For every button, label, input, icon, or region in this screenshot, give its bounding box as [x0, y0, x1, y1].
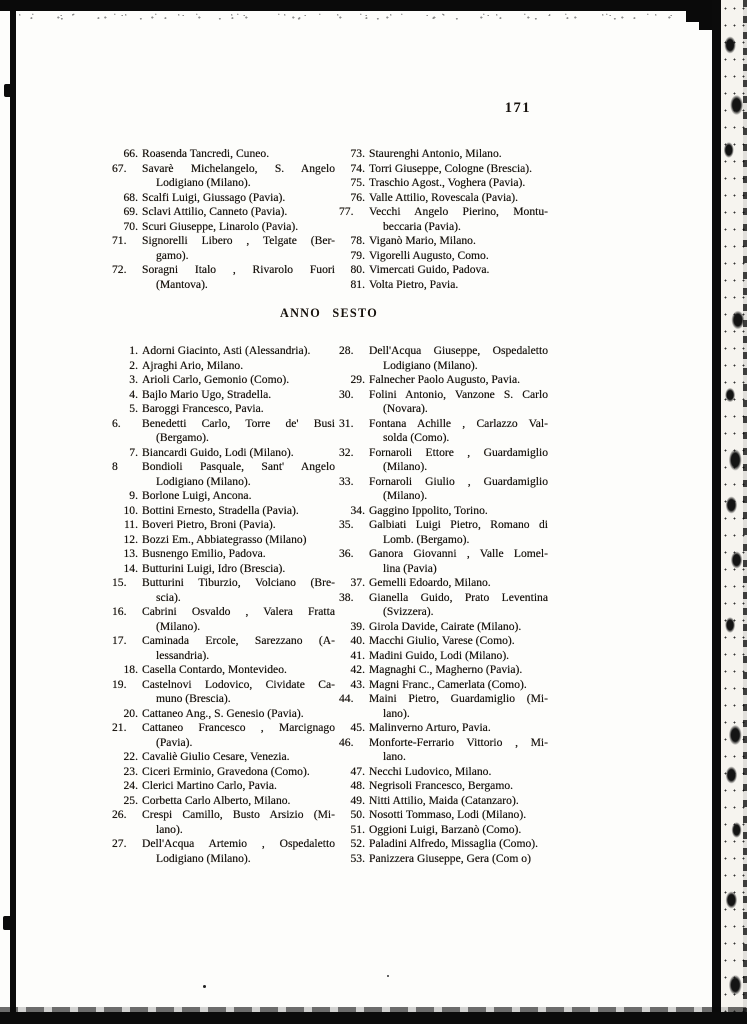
directory-entry — [112, 402, 335, 417]
entry-line: Lomb. (Bergamo). — [383, 532, 470, 546]
entry-number: 26. — [112, 808, 127, 821]
directory-entry — [112, 417, 335, 446]
directory-entry — [339, 475, 548, 504]
section-heading: ANNO SESTO — [279, 306, 378, 320]
directory-entry — [112, 446, 335, 461]
entry-line: lina (Pavia) — [383, 561, 437, 575]
entry-number: 19. — [112, 677, 127, 691]
entry-number: 76. — [350, 190, 365, 204]
directory-entry — [339, 736, 548, 765]
entry-number: 79. — [350, 248, 365, 262]
entry-number: 25. — [123, 793, 138, 807]
entry-line: 50. Nosotti Tommaso, Lodi (Milano). — [339, 808, 548, 823]
entry-number: 70. — [123, 219, 138, 233]
directory-entry — [339, 576, 548, 591]
entry-line: 42. Magnaghi C., Magherno (Pavia). — [339, 663, 548, 678]
entry-line: 9. Borlone Luigi, Ancona. — [112, 489, 335, 504]
entry-line: (Milano). — [383, 489, 428, 502]
entry-line: 68. Scalfi Luigi, Giussago (Pavia). — [112, 191, 335, 206]
entry-number: 16. — [112, 605, 127, 618]
entry-number: 15. — [112, 576, 127, 589]
directory-entry — [112, 504, 335, 519]
entry-number: 12. — [123, 532, 138, 546]
entry-line: 6. Benedetti Carlo, Torre de' Busi — [112, 416, 335, 430]
entry-line: 35. Galbiati Luigi Pietro, Romano di — [339, 518, 548, 531]
entry-line: 15. Butturini Tiburzio, Volciano (Bre- — [112, 576, 335, 589]
directory-entry — [112, 707, 335, 722]
entry-line: 27. Dell'Acqua Artemio , Ospedaletto — [112, 837, 335, 850]
entry-number: 3. — [129, 373, 138, 386]
directory-entry — [339, 176, 548, 191]
entry-number: 44. — [339, 692, 354, 705]
entry-line: (Bergamo). — [156, 431, 209, 444]
directory-entry — [339, 794, 548, 809]
directory-entry — [112, 373, 335, 388]
entry-number: 33. — [339, 474, 354, 488]
directory-entry — [112, 808, 335, 837]
entry-line: (Pavia). — [156, 735, 193, 749]
list-column-right — [339, 344, 548, 866]
entry-number: 43. — [350, 677, 365, 691]
entry-line: 38. Gianella Guido, Prato Leventina — [339, 590, 548, 604]
entry-number: 4. — [129, 387, 138, 401]
directory-entry — [112, 205, 335, 220]
entry-number: 20. — [123, 706, 138, 720]
entry-line: 48. Negrisoli Francesco, Bergamo. — [339, 779, 548, 794]
directory-entry — [339, 417, 548, 446]
directory-entry — [339, 837, 548, 852]
entry-number: 10. — [123, 503, 138, 517]
entry-line: 13. Busnengo Emilio, Padova. — [112, 547, 335, 562]
entry-line: 18. Casella Contardo, Montevideo. — [112, 663, 335, 678]
entry-line: 79. Vigorelli Augusto, Como. — [339, 249, 548, 264]
directory-entry — [112, 605, 335, 634]
directory-entry — [112, 794, 335, 809]
entry-line: 40. Macchi Giulio, Varese (Como). — [339, 634, 548, 649]
entry-line: 67. Savarè Michelangelo, S. Angelo — [112, 161, 335, 175]
entry-line: 44. Maini Pietro, Guardamiglio (Mi- — [339, 692, 548, 705]
entry-line: 3. Arioli Carlo, Gemonio (Como). — [112, 373, 335, 388]
entry-number: 34. — [350, 503, 365, 517]
entry-number: 39. — [350, 619, 365, 633]
entry-line: 51. Oggioni Luigi, Barzanò (Como). — [339, 823, 548, 838]
entry-number: 49. — [350, 793, 365, 807]
entry-line: (Milano). — [383, 460, 428, 473]
entry-line: Lodigiano (Milano). — [156, 176, 251, 189]
directory-entry — [339, 205, 548, 234]
member-list-anno-sesto — [112, 344, 548, 866]
entry-line: (Svizzera). — [383, 605, 434, 618]
directory-entry — [339, 678, 548, 693]
entry-number: 30. — [339, 387, 354, 401]
entry-line: solda (Como). — [383, 431, 450, 444]
entry-line: 66. Roasenda Tancredi, Cuneo. — [112, 147, 335, 162]
entry-number: 48. — [350, 779, 365, 792]
entry-line: 20. Cattaneo Ang., S. Genesio (Pavia). — [112, 707, 335, 722]
directory-entry — [339, 162, 548, 177]
directory-entry — [339, 852, 548, 867]
directory-entry — [339, 234, 548, 249]
entry-line: 25. Corbetta Carlo Alberto, Milano. — [112, 794, 335, 809]
entry-line: Lodigiano (Milano). — [383, 358, 478, 372]
entry-line: 74. Torri Giuseppe, Cologne (Brescia). — [339, 162, 548, 177]
entry-line: 29. Falnecher Paolo Augusto, Pavia. — [339, 373, 548, 388]
entry-line: 23. Ciceri Erminio, Gravedona (Como). — [112, 765, 335, 780]
entry-number: 5. — [129, 402, 138, 415]
scan-top-border — [0, 0, 747, 11]
entry-line: 47. Necchi Ludovico, Milano. — [339, 765, 548, 780]
entry-line: 33. Fornaroli Giulio , Guardamiglio — [339, 474, 548, 488]
entry-line: Lodigiano (Milano). — [156, 851, 251, 865]
member-list-previous-year — [112, 147, 548, 292]
entry-number: 40. — [350, 634, 365, 647]
entry-line: 34. Gaggino Ippolito, Torino. — [339, 504, 548, 519]
entry-number: 47. — [350, 764, 365, 778]
entry-number: 42. — [350, 663, 365, 676]
directory-entry — [112, 489, 335, 504]
directory-entry — [112, 663, 335, 678]
scan-left-ink-blot-2 — [3, 916, 12, 930]
entry-line: 52. Paladini Alfredo, Missaglia (Como). — [339, 837, 548, 852]
entry-number: 74. — [350, 161, 365, 175]
entry-number: 9. — [129, 489, 138, 502]
entry-number: 29. — [350, 373, 365, 386]
entry-line: (Mantova). — [156, 277, 208, 291]
entry-line: 36. Ganora Giovanni , Valle Lomel- — [339, 547, 548, 560]
entry-number: 14. — [123, 561, 138, 575]
entry-number: 51. — [350, 822, 365, 836]
directory-entry — [112, 721, 335, 750]
entry-line: scia). — [156, 590, 181, 604]
entry-number: 28. — [339, 344, 354, 357]
directory-entry — [339, 446, 548, 475]
entry-number: 73. — [350, 147, 365, 160]
entry-number: 2. — [129, 358, 138, 372]
directory-entry — [339, 373, 548, 388]
directory-entry — [112, 388, 335, 403]
entry-line: 76. Valle Attilio, Rovescala (Pavia). — [339, 191, 548, 206]
directory-entry — [112, 547, 335, 562]
entry-number: 21. — [112, 721, 127, 734]
entry-number: 78. — [350, 234, 365, 247]
scan-bottom-border — [0, 1012, 747, 1024]
entry-number: 66. — [123, 147, 138, 160]
entry-line: (Milano). — [156, 619, 201, 633]
entry-line: 17. Caminada Ercole, Sarezzano (A- — [112, 634, 335, 647]
entry-number: 35. — [339, 518, 354, 531]
entry-line: 49. Nitti Attilio, Maida (Catanzaro). — [339, 794, 548, 809]
scan-left-ink-blot — [4, 84, 12, 97]
entry-number: 41. — [350, 648, 365, 662]
entry-number: 24. — [123, 779, 138, 792]
entry-line: 81. Volta Pietro, Pavia. — [339, 278, 548, 293]
entry-line: 10. Bottini Ernesto, Stradella (Pavia). — [112, 504, 335, 519]
entry-line: 46. Monforte-Ferrario Vittorio , Mi- — [339, 735, 548, 749]
directory-entry — [339, 388, 548, 417]
entry-number: 7. — [129, 445, 138, 459]
entry-line: lessandria). — [156, 648, 210, 662]
directory-entry — [339, 663, 548, 678]
directory-entry — [339, 344, 548, 373]
directory-entry — [112, 460, 335, 489]
entry-line: 71. Signorelli Libero , Telgate (Ber- — [112, 234, 335, 247]
directory-entry — [112, 562, 335, 577]
directory-entry — [339, 504, 548, 519]
entry-line: 16. Cabrini Osvaldo , Valera Fratta — [112, 605, 335, 618]
directory-entry — [112, 533, 335, 548]
entry-line: 78. Viganò Mario, Milano. — [339, 234, 548, 249]
directory-entry — [339, 721, 548, 736]
directory-entry — [112, 779, 335, 794]
entry-line: gamo). — [156, 248, 189, 262]
directory-entry — [112, 191, 335, 206]
entry-line: 45. Malinverno Arturo, Pavia. — [339, 721, 548, 736]
entry-line: 77. Vecchi Angelo Pierino, Montu- — [339, 205, 548, 218]
entry-number: 53. — [350, 851, 365, 865]
entry-line: 19. Castelnovi Lodovico, Cividate Ca- — [112, 677, 335, 691]
directory-entry — [339, 547, 548, 576]
entry-number: 52. — [350, 837, 365, 850]
entry-line: 5. Baroggi Francesco, Pavia. — [112, 402, 335, 417]
entry-number: 31. — [339, 416, 354, 430]
entry-number: 50. — [350, 808, 365, 821]
entry-line: 53. Panizzera Giuseppe, Gera (Com o) — [339, 852, 548, 867]
entry-line: beccaria (Pavia). — [383, 219, 461, 233]
list-column-left — [112, 147, 335, 292]
directory-entry — [339, 692, 548, 721]
scan-left-border-line — [10, 11, 16, 1024]
entry-line: 11. Boveri Pietro, Broni (Pavia). — [112, 518, 335, 533]
entry-line: 22. Cavaliè Giulio Cesare, Venezia. — [112, 750, 335, 765]
entry-number: 1. — [129, 344, 138, 357]
directory-entry — [339, 191, 548, 206]
entry-line: 72. Soragni Italo , Rivarolo Fuori — [112, 263, 335, 276]
page-number: 171 — [504, 100, 531, 116]
scan-right-border-line — [712, 0, 721, 1024]
entry-line: 69. Sclavi Attilio, Canneto (Pavia). — [112, 205, 335, 220]
list-column-right — [339, 147, 548, 292]
entry-line: 31. Fontana Achille , Carlazzo Val- — [339, 416, 548, 430]
entry-line: 41. Madini Guido, Lodi (Milano). — [339, 649, 548, 664]
entry-number: 32. — [339, 445, 354, 459]
directory-entry — [112, 234, 335, 263]
entry-line: 30. Folini Antonio, Vanzone S. Carlo — [339, 387, 548, 401]
entry-line: 14. Butturini Luigi, Idro (Brescia). — [112, 562, 335, 577]
entry-number: 77. — [339, 205, 354, 218]
directory-entry — [112, 359, 335, 374]
entry-number: 75. — [350, 176, 365, 189]
entry-line: 2. Ajraghi Ario, Milano. — [112, 359, 335, 374]
scan-right-edge-fringe — [743, 0, 747, 1024]
entry-line: 4. Bajlo Mario Ugo, Stradella. — [112, 388, 335, 403]
entry-number: 17. — [112, 634, 127, 647]
directory-entry — [339, 620, 548, 635]
entry-line: muno (Brescia). — [156, 692, 231, 705]
entry-number: 80. — [350, 263, 365, 276]
directory-entry — [112, 678, 335, 707]
directory-entry — [339, 147, 548, 162]
entry-line: 21. Cattaneo Francesco , Marcignago — [112, 721, 335, 734]
entry-line: 43. Magni Franc., Camerlata (Como). — [339, 678, 548, 693]
ink-speck — [387, 975, 389, 977]
entry-number: 45. — [350, 721, 365, 734]
entry-line: 73. Staurenghi Antonio, Milano. — [339, 147, 548, 162]
entry-line: 7. Biancardi Guido, Lodi (Milano). — [112, 446, 335, 461]
directory-entry — [339, 649, 548, 664]
entry-line: 26. Crespi Camillo, Busto Arsizio (Mi- — [112, 808, 335, 821]
entry-number: 72. — [112, 263, 127, 276]
entry-line: 1. Adorni Giacinto, Asti (Alessandria). — [112, 344, 335, 359]
directory-entry — [339, 823, 548, 838]
entry-line: 80. Vimercati Guido, Padova. — [339, 263, 548, 278]
list-column-left — [112, 344, 335, 866]
entry-line: 12. Bozzi Em., Abbiategrasso (Milano) — [112, 533, 335, 548]
directory-entry — [112, 750, 335, 765]
entry-number: 38. — [339, 590, 354, 604]
entry-number: 36. — [339, 547, 354, 560]
entry-number: 6. — [112, 416, 121, 430]
entry-number: 18. — [123, 663, 138, 676]
entry-line: 39. Girola Davide, Cairate (Milano). — [339, 620, 548, 635]
entry-line: 37. Gemelli Edoardo, Milano. — [339, 576, 548, 591]
directory-entry — [112, 162, 335, 191]
entry-number: 71. — [112, 234, 127, 247]
directory-entry — [339, 518, 548, 547]
entry-number: 69. — [123, 205, 138, 218]
entry-line: lano). — [383, 706, 410, 720]
entry-number: 13. — [123, 547, 138, 560]
directory-entry — [112, 765, 335, 780]
directory-entry — [112, 837, 335, 866]
entry-number: 68. — [123, 190, 138, 204]
directory-entry — [112, 634, 335, 663]
directory-entry — [339, 634, 548, 649]
entry-line: (Novara). — [383, 402, 428, 415]
directory-entry — [112, 220, 335, 235]
directory-entry — [339, 808, 548, 823]
directory-entry — [112, 576, 335, 605]
directory-entry — [339, 765, 548, 780]
entry-number: 27. — [112, 837, 127, 850]
entry-line: lano. — [383, 750, 406, 763]
directory-entry — [339, 249, 548, 264]
directory-entry — [339, 278, 548, 293]
entry-number: 37. — [350, 576, 365, 589]
directory-entry — [339, 263, 548, 278]
entry-number: 22. — [123, 750, 138, 763]
directory-entry — [112, 263, 335, 292]
entry-line: 70. Scuri Giuseppe, Linarolo (Pavia). — [112, 220, 335, 235]
directory-entry — [339, 779, 548, 794]
entry-line: 75. Traschio Agost., Voghera (Pavia). — [339, 176, 548, 191]
scan-noise-fringe — [16, 11, 713, 24]
entry-number: 46. — [339, 735, 354, 749]
directory-entry — [112, 147, 335, 162]
directory-entry — [339, 591, 548, 620]
entry-line: 28. Dell'Acqua Giuseppe, Ospedaletto — [339, 344, 548, 357]
ink-speck — [203, 985, 206, 988]
entry-line: 8 Bondioli Pasquale, Sant' Angelo — [112, 460, 335, 473]
entry-number: 67. — [112, 161, 127, 175]
entry-line: Lodigiano (Milano). — [156, 474, 251, 488]
entry-number: 23. — [123, 764, 138, 778]
entry-number: 11. — [123, 518, 138, 531]
directory-entry — [112, 518, 335, 533]
entry-line: 32. Fornaroli Ettore , Guardamiglio — [339, 445, 548, 459]
entry-line: 24. Clerici Martino Carlo, Pavia. — [112, 779, 335, 794]
entry-line: lano). — [156, 822, 183, 836]
directory-entry — [112, 344, 335, 359]
entry-number: 8 — [112, 460, 118, 473]
entry-number: 81. — [350, 277, 365, 291]
